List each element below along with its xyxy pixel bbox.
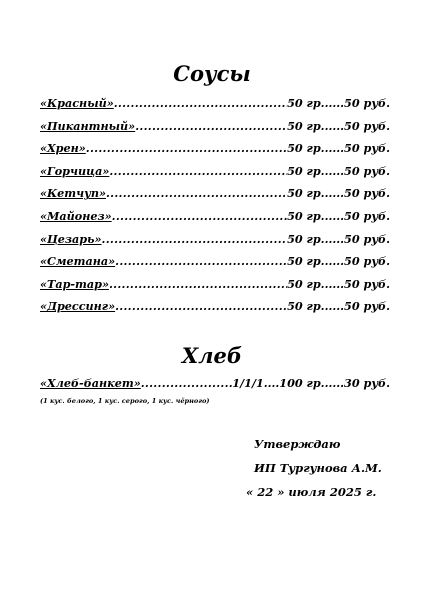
item-price: 50 гр......50 руб. <box>287 208 390 223</box>
menu-item-sauce-pikantny <box>40 119 390 142</box>
item-name: «Пикантный» <box>40 118 136 133</box>
approval-word: Утверждаю <box>254 437 341 451</box>
sauces-list <box>40 96 390 322</box>
approval-date: « 22 » июля 2025 г. <box>246 485 377 499</box>
item-price: 50 гр......50 руб. <box>287 96 390 110</box>
item-price: 50 гр......50 руб. <box>287 163 390 178</box>
item-name: «Горчица» <box>40 163 110 178</box>
item-price: 50 гр......50 руб. <box>287 141 390 156</box>
item-name: «Красный» <box>40 96 114 110</box>
menu-item-sauce-gorchitsa <box>40 164 390 187</box>
dot-leader <box>102 232 288 246</box>
item-price: 50 гр......50 руб. <box>287 231 390 246</box>
bread-note: (1 кус. белого, 1 кус. серого, 1 кус. чёрного) <box>40 397 210 405</box>
item-name: «Кетчуп» <box>40 186 106 201</box>
menu-item-sauce-krasny <box>40 96 390 119</box>
dot-leader <box>115 254 287 268</box>
item-price: 1/1/1....100 гр......30 руб. <box>232 376 390 390</box>
dot-leader <box>86 141 287 155</box>
dot-leader <box>109 164 287 178</box>
menu-item-sauce-khren <box>40 141 390 164</box>
item-name: «Цезарь» <box>40 231 102 246</box>
menu-item-bread-banket <box>40 376 390 399</box>
dot-leader <box>141 376 232 390</box>
dot-leader <box>109 277 287 291</box>
menu-item-sauce-tartar <box>40 277 390 300</box>
menu-item-sauce-ketchup <box>40 186 390 209</box>
menu-item-sauce-tsezar <box>40 232 390 255</box>
menu-item-sauce-dressing <box>40 299 390 322</box>
sauces-title: Соусы <box>173 61 251 86</box>
dot-leader <box>114 96 287 110</box>
menu-item-sauce-smetana <box>40 254 390 277</box>
item-name: «Хлеб-банкет» <box>40 376 141 390</box>
item-price: 50 гр......50 руб. <box>287 186 390 201</box>
dot-leader <box>112 209 287 223</box>
bread-title: Хлеб <box>181 343 243 368</box>
item-name: «Майонез» <box>40 208 112 223</box>
item-price: 50 гр......50 руб. <box>287 254 390 269</box>
item-price: 50 гр......50 руб. <box>287 276 390 291</box>
item-price: 50 гр......50 руб. <box>287 118 390 133</box>
dot-leader <box>135 119 287 133</box>
dot-leader <box>115 299 287 313</box>
approval-owner: ИП Тургунова А.М. <box>254 461 382 475</box>
item-name: «Дрессинг» <box>40 299 116 314</box>
item-price: 50 гр......50 руб. <box>287 299 390 314</box>
item-name: «Сметана» <box>40 254 116 269</box>
menu-item-sauce-mayonez <box>40 209 390 232</box>
dot-leader <box>106 186 287 200</box>
item-name: «Тар-тар» <box>40 276 109 291</box>
item-name: «Хрен» <box>40 141 86 156</box>
